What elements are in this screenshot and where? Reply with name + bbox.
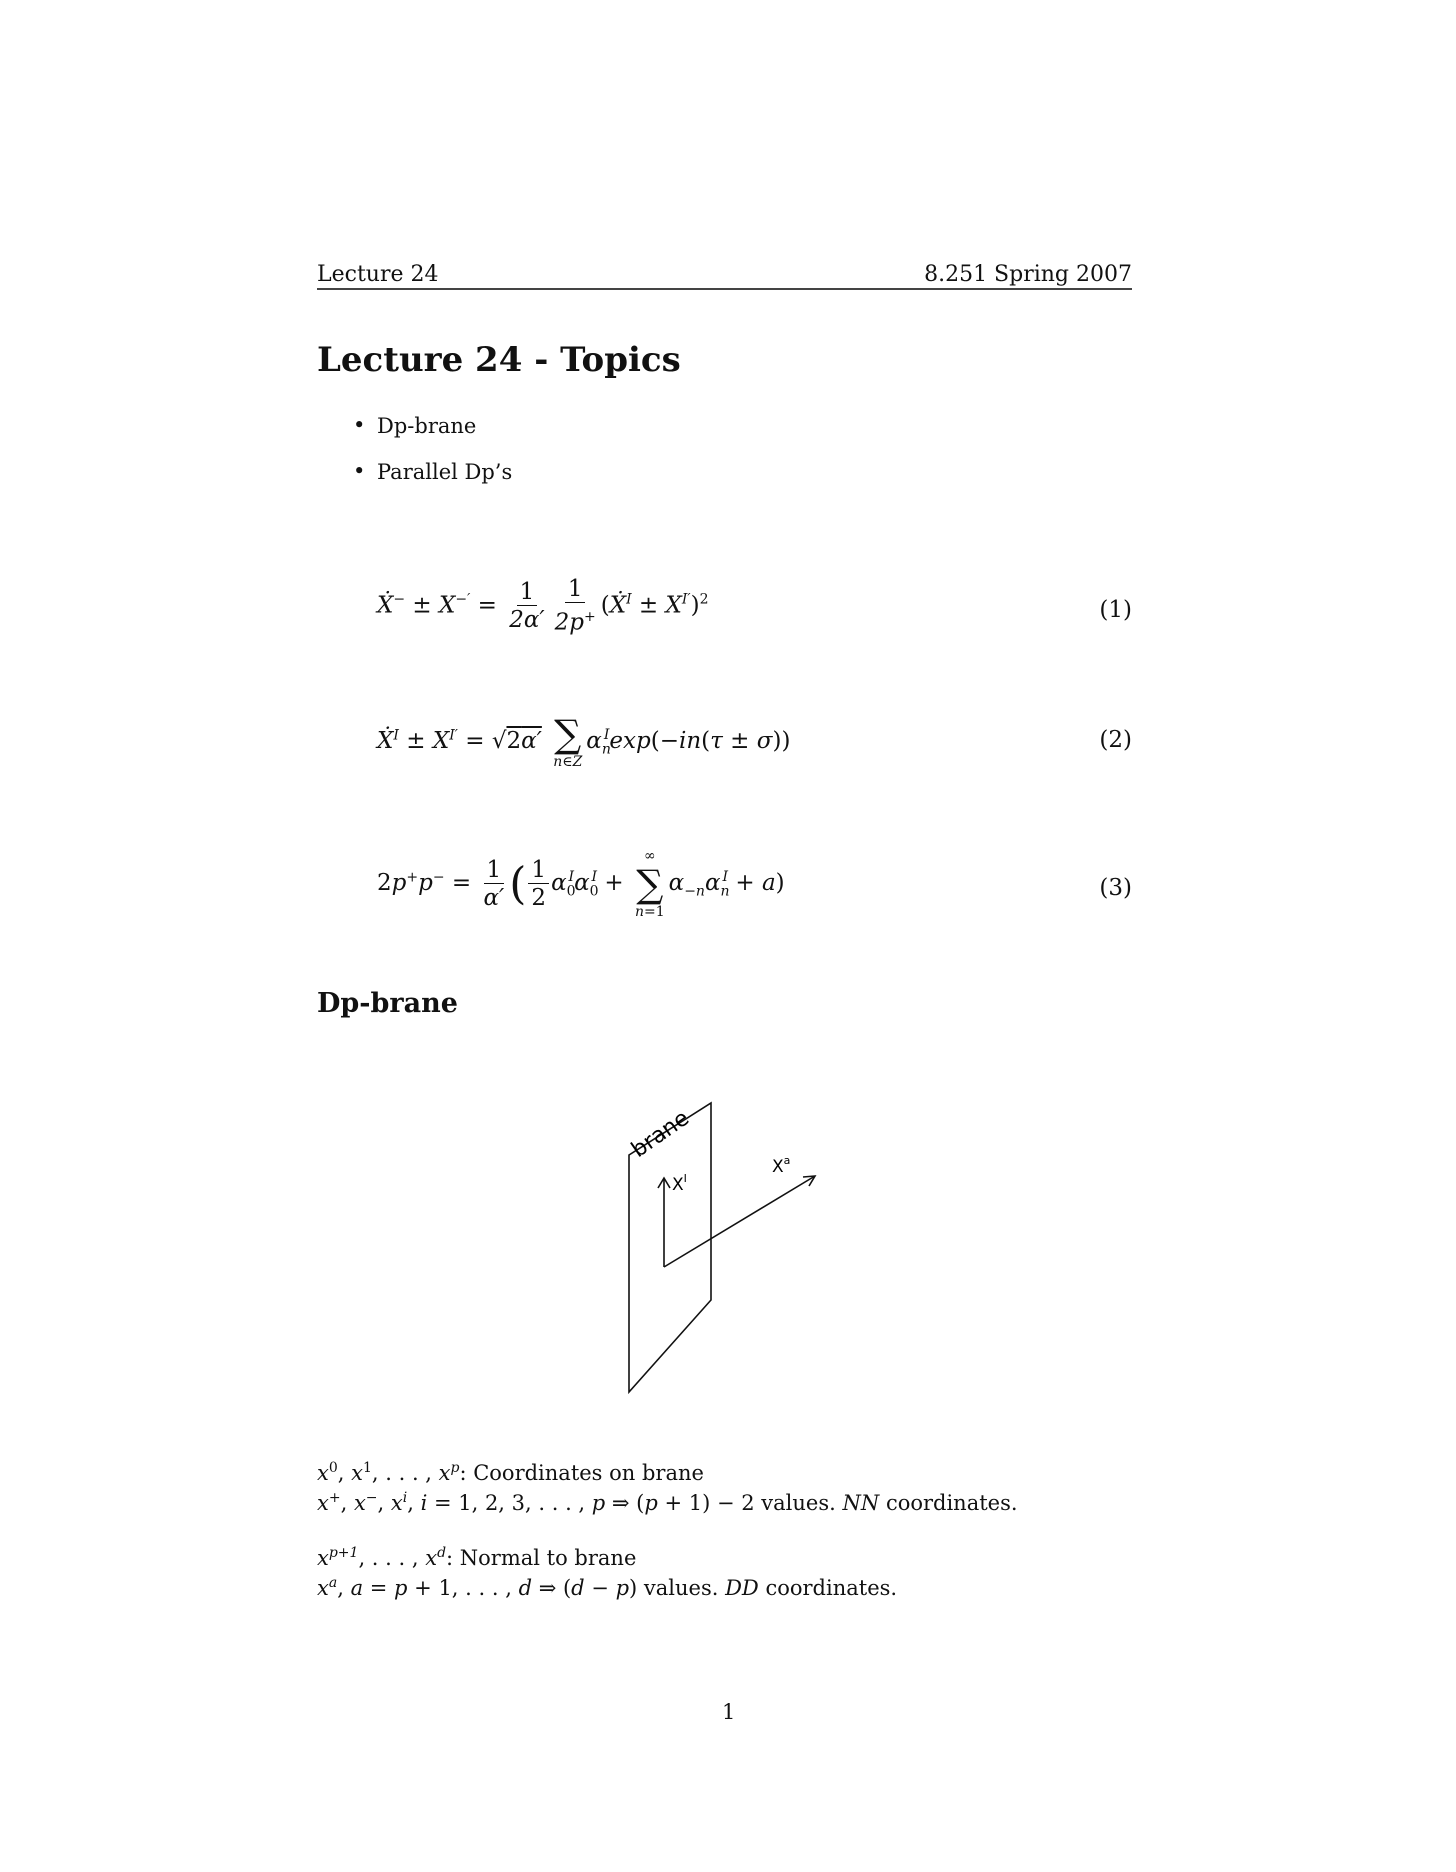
coords-line-2: x+, x−, $x^i$, i = 1, 2, 3, . . . , p ⇒ (p + 1) − 2 values. NN coordinates. xyxy=(317,1490,1018,1515)
dp-brane-figure xyxy=(560,1060,880,1420)
xa-arrowhead xyxy=(803,1176,815,1186)
topics-list xyxy=(345,414,512,506)
xi-label: X xyxy=(672,1175,684,1195)
equation-number: (2) xyxy=(1099,727,1132,753)
topic-item: • Parallel Dp’s xyxy=(345,460,512,506)
xa-label-sup: a xyxy=(783,1154,791,1167)
coords-line-4: $x^a$, a = p + 1, . . . , d ⇒ (d − p) values. DD coordinates. xyxy=(317,1575,898,1600)
xi-label-sup: I xyxy=(683,1172,687,1185)
equation-3: 2p+p− = $\frac{1}{\alpha'}$ ( $\frac{1}{2}$ $\alpha_0^I\alpha_0^I$ + ∞ ∑ n=1 $\alpha_{-n}\alpha_n^I + a$) xyxy=(377,848,785,920)
topic-item: • Dp-brane xyxy=(345,414,512,460)
page-title: Lecture 24 - Topics xyxy=(317,340,681,380)
equation-1: Ẋ− ± X−′ = $\frac{1}{2\alpha'}$ $\frac{1}{2p^+}$ (Ẋ$^I$ ± $X^{I'})^2$ xyxy=(377,576,709,636)
running-header-left: Lecture 24 xyxy=(317,262,439,287)
equation-2: Ẋ$^I$ ± $X^{I'} = √2\alpha'$ ∑ n∈Z $\alpha_n^I\exp(-in(\tau \pm \sigma))$ xyxy=(377,712,791,770)
header-rule xyxy=(317,288,1132,290)
coords-line-3: $x^{p+1}$, . . . , $x^d$: Normal to brane xyxy=(317,1545,637,1570)
running-header-right: 8.251 Spring 2007 xyxy=(924,262,1132,287)
coords-line-1: $x^0$, $x^1$, . . . , $x^p$: Coordinates on brane xyxy=(317,1460,704,1485)
svg-text:Xa xyxy=(772,1154,790,1177)
xa-arrow xyxy=(664,1176,815,1267)
page-number: 1 xyxy=(722,1700,736,1724)
equation-number: (3) xyxy=(1099,875,1132,901)
equation-number: (1) xyxy=(1099,597,1132,623)
xa-label: X xyxy=(772,1157,784,1177)
section-heading: Dp-brane xyxy=(317,988,458,1019)
svg-text:XI xyxy=(672,1172,687,1195)
brane-label: brane xyxy=(627,1105,694,1163)
